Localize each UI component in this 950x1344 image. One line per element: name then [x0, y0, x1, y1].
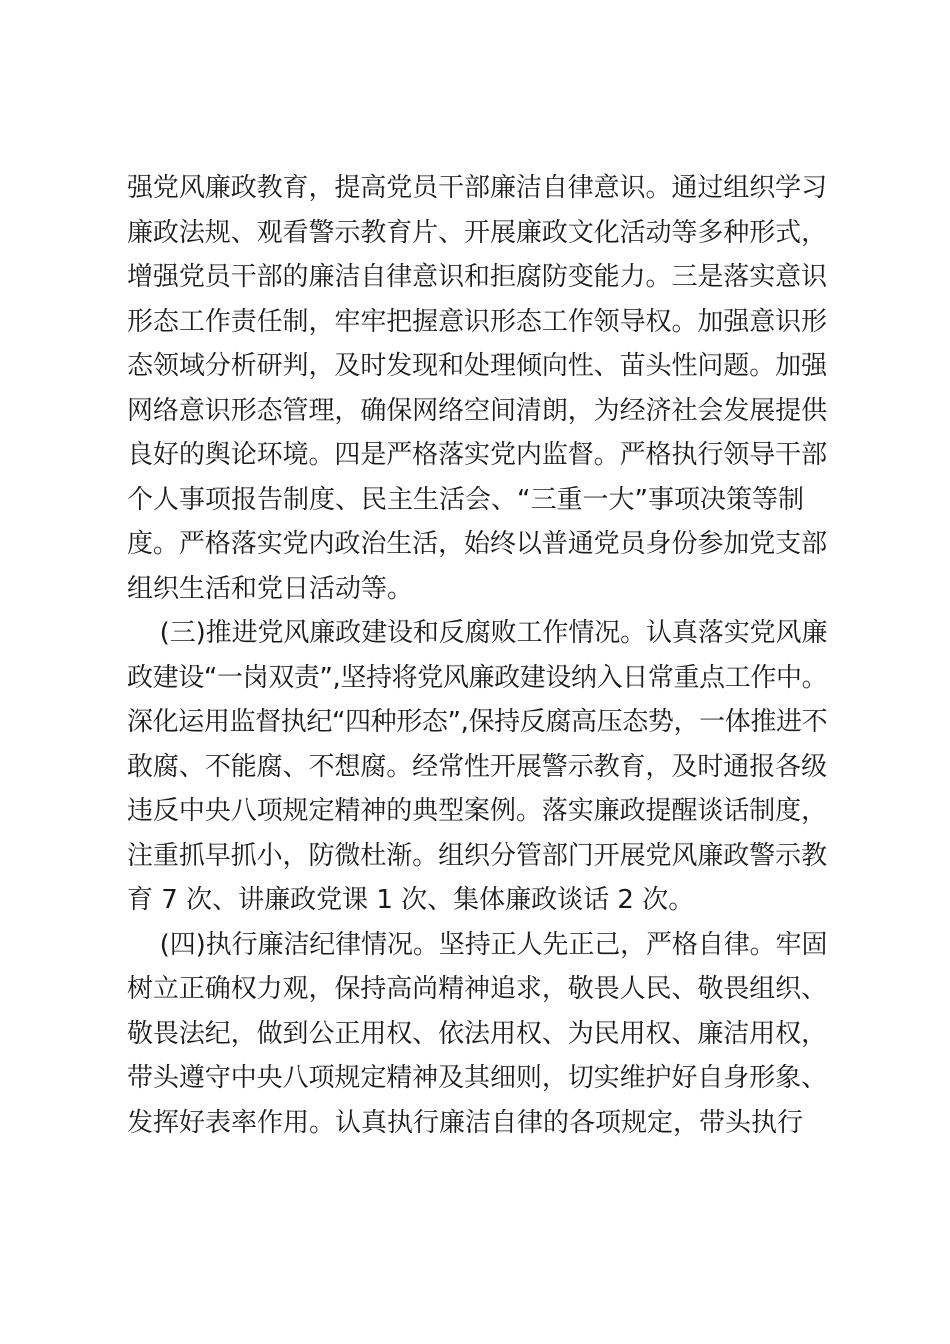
text-line: 深化运用监督执纪“四种形态”,保持反腐高压态势，一体推进不: [127, 707, 828, 737]
text-line: 网络意识形态管理，确保网络空间清朗，为经济社会发展提供: [127, 395, 828, 426]
text-line: 形态工作责任制，牢牢把握意识形态工作领导权。加强意识形: [127, 306, 828, 337]
text-line: 度。严格落实党内政治生活，始终以普通党员身份参加党支部: [127, 529, 828, 559]
text-line: 带头遵守中央八项规定精神及其细则，切实维护好自身形象、: [127, 1063, 828, 1093]
text-line: 个人事项报告制度、民主生活会、“三重一大”事项决策等制: [127, 484, 804, 515]
text-line: 强党风廉政教育，提高党员干部廉洁自律意识。通过组织学习: [127, 173, 828, 203]
text-line: 敢腐、不能腐、不想腐。经常性开展警示教育，及时通报各级: [127, 751, 828, 782]
text-line: 注重抓早抓小，防微杜渐。组织分管部门开展党风廉政警示教: [127, 840, 828, 871]
text-line: 育 7 次、讲廉政党课 1 次、集体廉政谈话 2 次。: [127, 885, 695, 915]
text-line: 树立正确权力观，保持高尚精神追求，敬畏人民、敬畏组织、: [127, 974, 828, 1004]
text-line: 违反中央八项规定精神的典型案例。落实廉政提醒谈话制度，: [127, 796, 828, 826]
text-line: 廉政法规、观看警示教育片、开展廉政文化活动等多种形式，: [127, 217, 828, 248]
body-text: [127, 166, 827, 1145]
text-line: 良好的舆论环境。四是严格落实党内监督。严格执行领导干部: [127, 440, 828, 470]
text-line: 敬畏法纪，做到公正用权、依法用权、为民用权、廉洁用权，: [127, 1018, 828, 1049]
text-line: 政建设“一岗双责”,坚持将党风廉政建设纳入日常重点工作中。: [127, 662, 828, 693]
text-line: 增强党员干部的廉洁自律意识和拒腐防变能力。三是落实意识: [127, 262, 828, 292]
text-line: (四)执行廉洁纪律情况。坚持正人先正己，严格自律。牢固: [127, 929, 828, 960]
text-line: 态领域分析研判，及时发现和处理倾向性、苗头性问题。加强: [127, 351, 828, 381]
text-line: 发挥好表率作用。认真执行廉洁自律的各项规定，带头执行: [127, 1107, 804, 1138]
text-line: (三)推进党风廉政建设和反腐败工作情况。认真落实党风廉: [127, 618, 828, 648]
text-line: 组织生活和党日活动等。: [127, 573, 414, 604]
